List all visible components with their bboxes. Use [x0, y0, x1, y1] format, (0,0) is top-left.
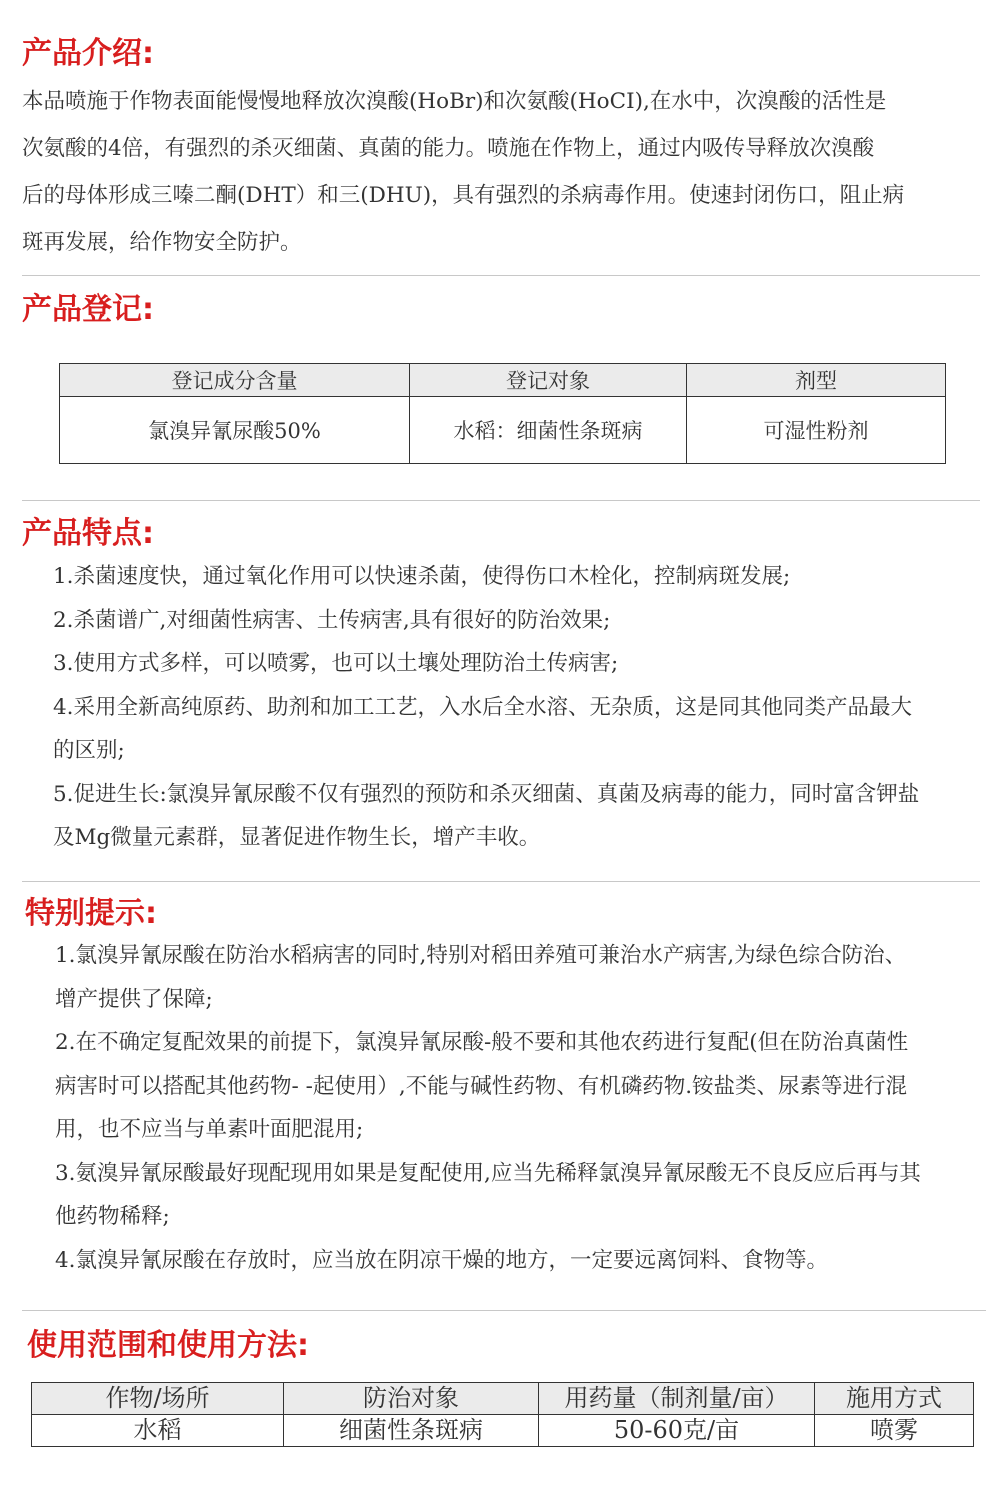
- list-item: 1.杀菌速度快，通过氧化作用可以快速杀菌，使得伤口木栓化，控制病斑发展;: [53, 564, 791, 589]
- intro-heading: 产品介绍:: [22, 36, 154, 71]
- list-item: 3.氨溴异氰尿酸最好现配现用如果是复配使用,应当先稀释氯溴异氰尿酸无不良反应后再与其: [55, 1160, 921, 1186]
- tips-heading: 特别提示:: [25, 896, 157, 931]
- registration-table: [59, 363, 946, 464]
- table-cell: 50-60克/亩: [539, 1415, 815, 1447]
- list-item: 增产提供了保障;: [55, 986, 213, 1012]
- section-divider: [22, 881, 980, 882]
- list-item: 2.杀菌谱广,对细菌性病害、土传病害,具有很好的防治效果;: [53, 607, 611, 633]
- list-item: 2.在不确定复配效果的前提下，氯溴异氰尿酸-般不要和其他农药进行复配(但在防治真菌性: [55, 1030, 909, 1055]
- intro-line: 后的母体形成三嗪二酮(DHT）和三(DHU)，具有强烈的杀病毒作用。使速封闭伤口，阻止病: [22, 183, 905, 208]
- intro-line: 本品喷施于作物表面能慢慢地释放次溴酸(HoBr)和次氨酸(HoCI),在水中，次溴酸的活性是: [22, 89, 887, 114]
- table-header-row: [60, 364, 946, 397]
- table-header-cell: 剂型: [687, 364, 946, 397]
- table-cell: 可湿性粉剂: [687, 397, 946, 464]
- table-cell: 水稻: [32, 1415, 284, 1447]
- list-item: 4.氯溴异氰尿酸在存放时，应当放在阴凉干燥的地方，一定要远离饲料、食物等。: [55, 1247, 829, 1273]
- table-header-cell: 防治对象: [284, 1383, 539, 1415]
- table-header-cell: 施用方式: [815, 1383, 974, 1415]
- table-header-cell: 作物/场所: [32, 1383, 284, 1415]
- list-item: 的区别;: [53, 738, 125, 763]
- list-item: 病害时可以搭配其他药物- -起使用）,不能与碱性药物、有机磷药物.铵盐类、尿素等进行混: [55, 1073, 908, 1099]
- intro-line: 次氨酸的4倍，有强烈的杀灭细菌、真菌的能力。喷施在作物上，通过内吸传导释放次溴酸: [22, 136, 875, 161]
- list-item: 5.促进生长:氯溴异氰尿酸不仅有强烈的预防和杀灭细菌、真菌及病毒的能力，同时富含钾盐: [53, 781, 920, 807]
- list-item: 4.采用全新高纯原药、助剂和加工工艺，入水后全水溶、无杂质，这是同其他同类产品最大: [53, 694, 913, 720]
- intro-paragraph: [22, 78, 982, 266]
- list-item: 用，也不应当与单素叶面肥混用;: [55, 1117, 364, 1142]
- table-cell: 水稻：细菌性条斑病: [410, 397, 687, 464]
- table-header-cell: 登记成分含量: [60, 364, 410, 397]
- usage-heading: 使用范围和使用方法:: [27, 1328, 309, 1363]
- usage-table: [31, 1382, 974, 1447]
- table-header-cell: 用药量（制剂量/亩）: [539, 1383, 815, 1415]
- tips-list: [55, 934, 985, 1282]
- table-cell: 细菌性条斑病: [284, 1415, 539, 1447]
- table-header-row: [32, 1383, 974, 1415]
- section-divider: [22, 1310, 986, 1311]
- section-divider: [22, 275, 980, 276]
- section-divider: [22, 500, 980, 501]
- list-item: 3.使用方式多样，可以喷雾，也可以土壤处理防治土传病害;: [53, 651, 619, 676]
- table-cell: 氯溴异氰尿酸50%: [60, 397, 410, 464]
- registration-heading: 产品登记:: [22, 292, 154, 327]
- features-list: [53, 555, 983, 860]
- list-item: 及Mg微量元素群，显著促进作物生长，增产丰收。: [53, 825, 541, 850]
- table-row: [60, 397, 946, 464]
- table-row: [32, 1415, 974, 1447]
- table-header-cell: 登记对象: [410, 364, 687, 397]
- list-item: 他药物稀释;: [55, 1204, 170, 1229]
- list-item: 1.氯溴异氰尿酸在防治水稻病害的同时,特别对稻田养殖可兼治水产病害,为绿色综合防治、: [55, 943, 907, 968]
- features-heading: 产品特点:: [22, 516, 154, 551]
- intro-line: 斑再发展，给作物安全防护。: [22, 230, 302, 255]
- table-cell: 喷雾: [815, 1415, 974, 1447]
